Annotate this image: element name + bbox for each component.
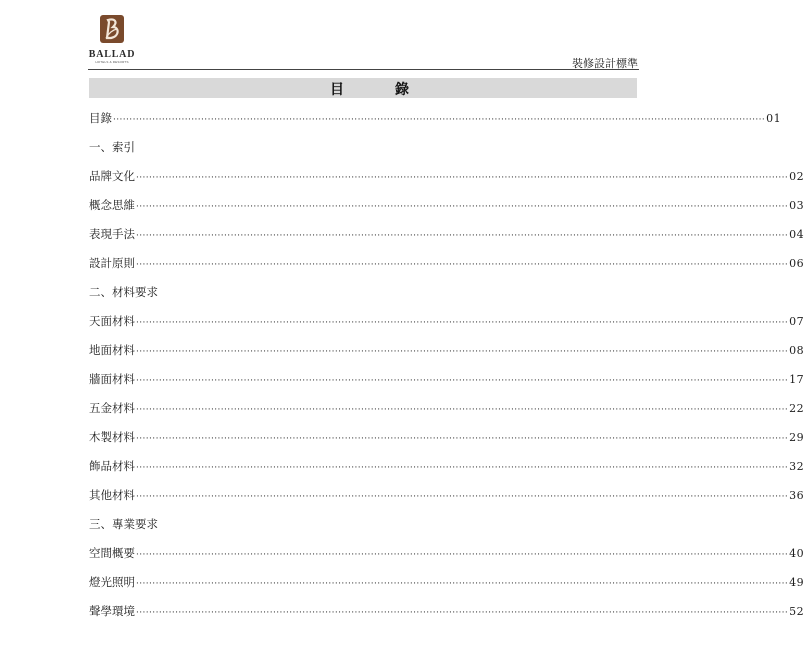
toc-entry[interactable] (89, 397, 804, 426)
toc-leader-dots: ········································································································································································································ (136, 405, 789, 415)
toc-entry[interactable] (89, 252, 804, 281)
toc-entry[interactable] (89, 426, 804, 455)
toc-entry[interactable] (89, 542, 804, 571)
document-title: 裝修設計標準 (572, 57, 638, 70)
toc-page-number: 40 (789, 547, 804, 560)
brand-logo (88, 14, 136, 64)
toc-entry-label: 二、材料要求 (89, 285, 158, 299)
toc-section-heading[interactable] (89, 281, 639, 310)
toc-page-number: 01 (766, 112, 782, 125)
toc-heading-left: 目 (330, 82, 344, 98)
toc-section-heading[interactable] (89, 513, 639, 542)
toc-entry-label: 地面材料 (89, 343, 135, 357)
toc-page-number: 04 (789, 228, 804, 241)
toc-entry-label: 天面材料 (89, 314, 135, 328)
ballad-monogram-icon (97, 14, 127, 44)
toc-leader-dots: ········································································································································································································ (136, 608, 789, 618)
toc-entry-label: 品牌文化 (89, 169, 135, 183)
toc-leader-dots: ········································································································································································································ (136, 173, 789, 183)
toc-leader-dots: ········································································································································································································ (136, 260, 789, 270)
toc-leader-dots: ········································································································································································································ (136, 231, 789, 241)
toc-entry[interactable] (89, 484, 804, 513)
toc-leader-dots: ········································································································································································································ (136, 492, 789, 502)
toc-entry-label: 一、索引 (89, 140, 135, 154)
logo-wordmark: BALLAD (88, 49, 136, 60)
toc-leader-dots: ········································································································································································································ (136, 347, 789, 357)
toc-page-number: 08 (789, 344, 804, 357)
toc-leader-dots: ········································································································································································································ (136, 550, 789, 560)
toc-entry-label: 概念思維 (89, 198, 135, 212)
toc-page-number: 29 (789, 431, 804, 444)
toc-entry[interactable] (89, 223, 804, 252)
toc-page-number: 06 (789, 257, 804, 270)
toc-leader-dots: ········································································································································································································ (136, 434, 789, 444)
toc-entry[interactable] (89, 165, 804, 194)
toc-entry-label: 飾品材料 (89, 459, 135, 473)
toc-leader-dots: ········································································································································································································ (113, 115, 766, 125)
toc-entry-label: 聲學環境 (89, 604, 135, 618)
header-divider (88, 69, 639, 70)
toc-page-number: 17 (789, 373, 804, 386)
toc-list (89, 107, 804, 629)
toc-entry[interactable] (89, 600, 804, 629)
toc-entry-label: 表現手法 (89, 227, 135, 241)
toc-entry-label: 空間概要 (89, 546, 135, 560)
toc-page-number: 22 (789, 402, 804, 415)
toc-leader-dots: ········································································································································································································ (136, 376, 789, 386)
toc-entry[interactable] (89, 310, 804, 339)
toc-entry-label: 木製材料 (89, 430, 135, 444)
toc-entry-label: 三、專業要求 (89, 517, 158, 531)
toc-leader-dots: ········································································································································································································ (136, 463, 789, 473)
toc-page-number: 36 (789, 489, 804, 502)
toc-page-number: 32 (789, 460, 804, 473)
toc-section-heading[interactable] (89, 136, 639, 165)
toc-entry-label: 五金材料 (89, 401, 135, 415)
toc-page-number: 02 (789, 170, 804, 183)
toc-entry[interactable] (89, 194, 804, 223)
toc-page-number: 07 (789, 315, 804, 328)
toc-heading-right: 錄 (395, 82, 409, 98)
toc-entry[interactable] (89, 368, 804, 397)
toc-page-number: 03 (789, 199, 804, 212)
toc-page-number: 52 (789, 605, 804, 618)
toc-entry[interactable] (89, 455, 804, 484)
toc-entry[interactable] (89, 339, 804, 368)
toc-entry-label: 牆面材料 (89, 372, 135, 386)
toc-entry-label: 其他材料 (89, 488, 135, 502)
toc-entry[interactable] (89, 571, 804, 600)
toc-entry[interactable] (89, 107, 782, 136)
toc-entry-label: 目錄 (89, 111, 112, 125)
toc-leader-dots: ········································································································································································································ (136, 318, 789, 328)
toc-leader-dots: ········································································································································································································ (136, 202, 789, 212)
toc-entry-label: 燈光照明 (89, 575, 135, 589)
toc-heading-bar (89, 78, 637, 98)
logo-tagline: HOTELS & RESORTS (95, 60, 129, 64)
toc-entry-label: 設計原則 (89, 256, 135, 270)
toc-leader-dots: ········································································································································································································ (136, 579, 789, 589)
toc-page-number: 49 (789, 576, 804, 589)
